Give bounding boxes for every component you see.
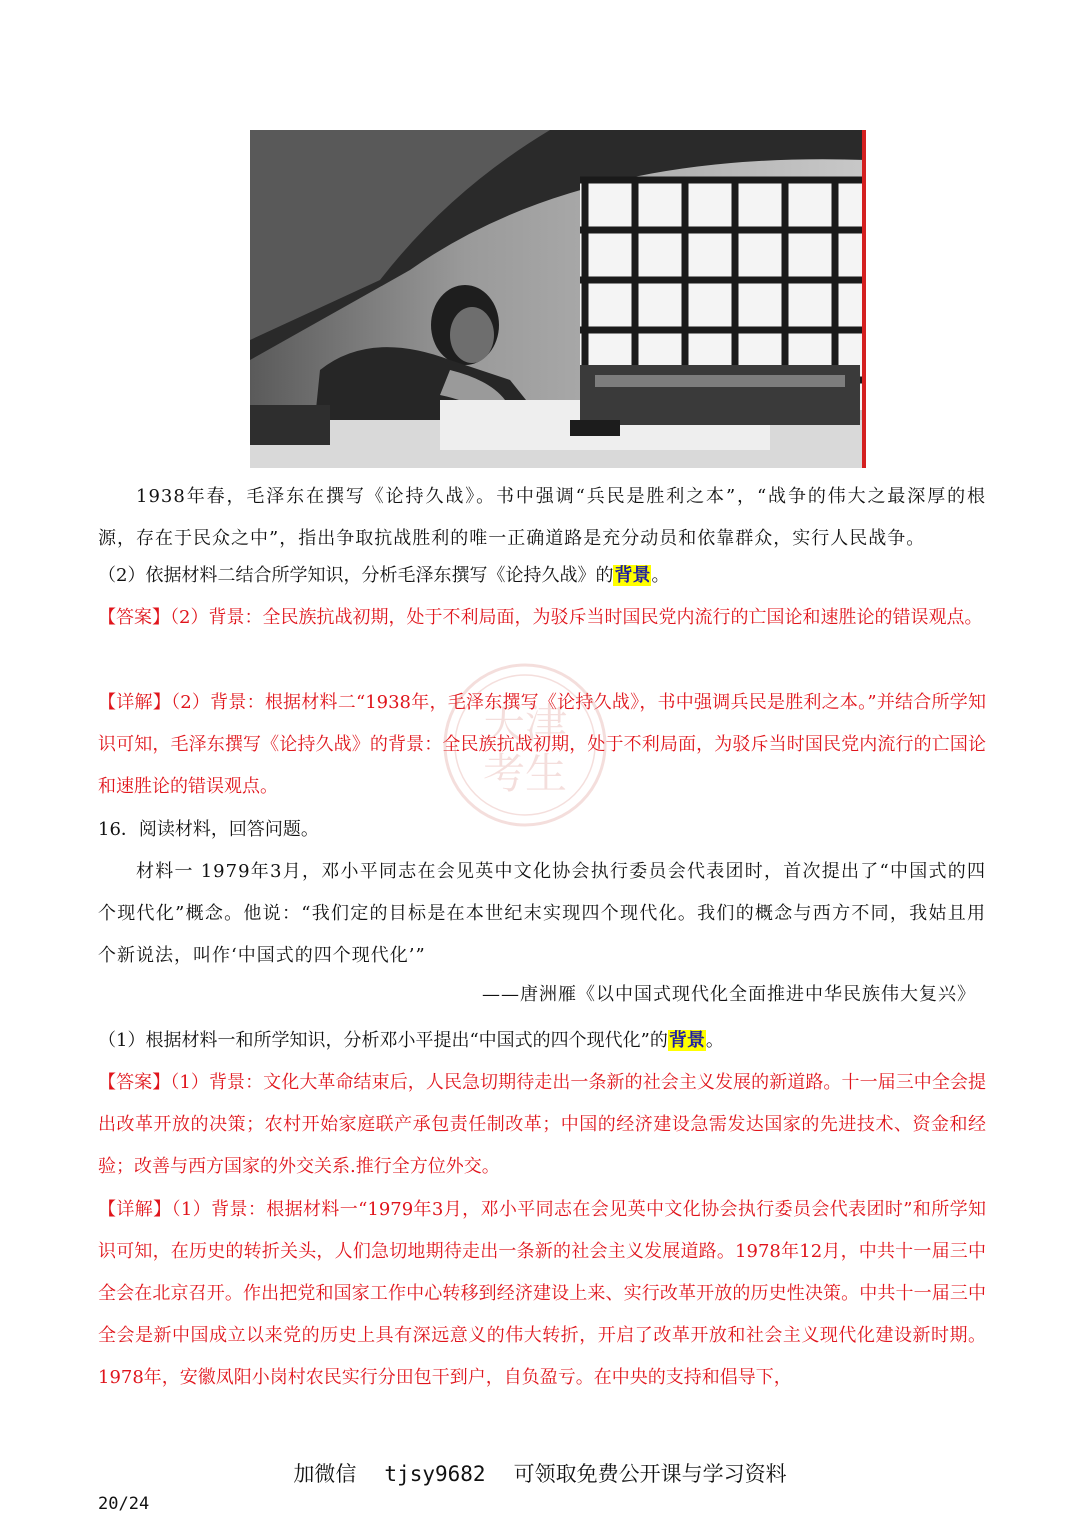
question-16-1: [98, 1020, 986, 1062]
highlight-background: 背景: [668, 1030, 705, 1051]
question-16-1-suffix: 。: [705, 1030, 724, 1051]
historical-photo: [250, 130, 866, 468]
answer-16-1: [98, 1062, 986, 1188]
material-1: 材料一 1979年3月，邓小平同志在会见英中文化协会执行委员会代表团时，首次提出了“中国式的四个现代化”概念。他说：“我们定的目标是在本世纪末实现四个现代化。我们的概念与西方不同，我姑且用个新说法，叫作‘中国式的四个现代化’”: [98, 861, 986, 966]
question-2-text: （2）依据材料二结合所学知识，分析毛泽东撰写《论持久战》的: [98, 565, 614, 586]
material-caption: 1938年春，毛泽东在撰写《论持久战》。书中强调“兵民是胜利之本”，“战争的伟大之最深厚的根源，存在于民众之中”，指出争取抗战胜利的唯一正确道路是充分动员和依靠群众，实行人民战争。: [98, 486, 986, 549]
answer-2-text: （2）背景：全民族抗战初期，处于不利局面，为驳斥当时国民党内流行的亡国论和速胜论的错误观点。: [170, 607, 983, 628]
page-number: 20/24: [98, 1494, 150, 1514]
watermark-text-1: 天津: [482, 699, 568, 748]
answer-tag: 【答案】: [98, 607, 170, 628]
detail-16-1: [98, 1189, 986, 1399]
footer: [0, 1458, 1080, 1488]
detail-2: [98, 682, 986, 808]
detail-16-1-text: （1）背景：根据材料一“1979年3月，邓小平同志在会见英中文化协会执行委员会代表团时”和所学知识可知，在历史的转折关头，人们急切地期待走出一条新的社会主义发展道路。1978年12月，中共十一届三中全会在北京召开。作出把党和国家工作中心转移到经济建设上来、实行改革开放的历史性决策。中共十一届三中全会是新中国成立以来党的历史上具有深远意义的伟大转折，开启了改革开放和社会主义现代化建设新时期。1978年，安徽凤阳小岗村农民实行分田包干到户，自负盈亏。在中央的支持和倡导下，: [98, 1199, 986, 1388]
answer-tag: 【答案】: [98, 1072, 171, 1093]
highlight-background: 背景: [614, 565, 651, 586]
question-2: [98, 555, 986, 597]
footer-wechat-label: 加微信: [293, 1462, 357, 1486]
footer-promo-text: 可领取免费公开课与学习资料: [513, 1462, 787, 1486]
answer-16-1-text: （1）背景：文化大革命结束后，人民急切期待走出一条新的社会主义发展的新道路。十一届三中全会提出改革开放的决策；农村开始家庭联产承包责任制改革；中国的经济建设急需发达国家的先进技术、资金和经验；改善与西方国家的外交关系.推行全方位外交。: [98, 1072, 987, 1177]
footer-wechat-id: tjsy9682: [384, 1462, 486, 1486]
material-1-source: ——唐洲雁《以中国式现代化全面推进中华民族伟大复兴》: [482, 984, 976, 1005]
detail-tag: 【详解】: [98, 692, 171, 713]
question-16-title: 16．阅读材料，回答问题。: [98, 819, 319, 840]
question-16-1-text: （1）根据材料一和所学知识，分析邓小平提出“中国式的四个现代化”的: [98, 1030, 668, 1051]
answer-2: [98, 597, 986, 639]
detail-2-text: （2）背景：根据材料二“1938年，毛泽东撰写《论持久战》，书中强调兵民是胜利之本。”并结合所学知识可知，毛泽东撰写《论持久战》的背景：全民族抗战初期，处于不利局面，为驳斥当时国民党内流行的亡国论和速胜论的错误观点。: [98, 692, 986, 797]
detail-tag: 【详解】: [98, 1199, 172, 1220]
question-2-suffix: 。: [651, 565, 670, 586]
watermark-text-2: 考生: [482, 749, 568, 798]
